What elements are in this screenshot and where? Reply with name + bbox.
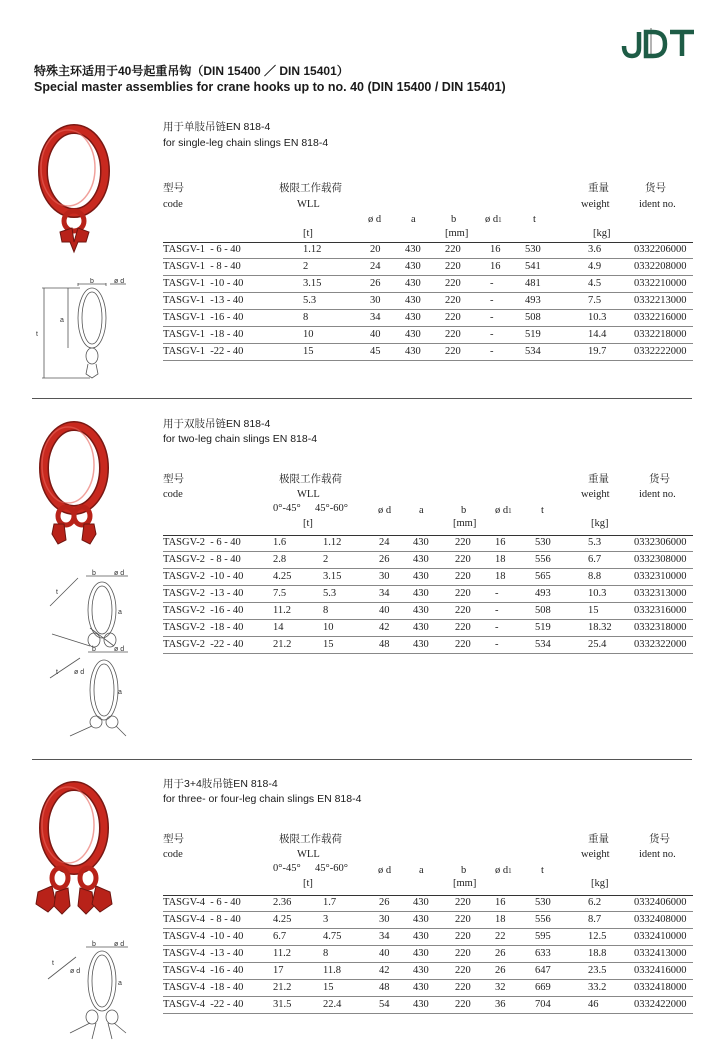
cell-b: 220 (455, 897, 471, 908)
table-row (163, 963, 693, 980)
cell-w1: 2.8 (273, 554, 287, 565)
cell-ident: 0332206000 (634, 244, 687, 255)
cell-a: 430 (405, 244, 421, 255)
cell-w2: 1.12 (323, 537, 342, 548)
cell-wll: 8 (303, 312, 309, 323)
section3-title-cn: 用于3+4肢吊链EN 818-4 (163, 778, 278, 790)
cell-a: 430 (413, 554, 429, 565)
cell-d: 30 (379, 571, 390, 582)
cell-t: 508 (535, 605, 551, 616)
cell-d: 26 (379, 897, 390, 908)
cell-w1: 1.6 (273, 537, 287, 548)
cell-t: 556 (535, 914, 551, 925)
cell-ident: 0332318000 (634, 622, 687, 633)
cell-wll: 2 (303, 261, 309, 272)
svg-text:ø d: ø d (114, 941, 125, 948)
cell-code: TASGV-4 -13 - 40 (163, 948, 244, 959)
cell-w1: 31.5 (273, 999, 292, 1010)
cell-w1: 6.7 (273, 931, 287, 942)
cell-t: 493 (535, 588, 551, 599)
cell-a: 430 (413, 931, 429, 942)
cell-weight: 23.5 (588, 965, 607, 976)
cell-b: 220 (455, 999, 471, 1010)
cell-t: 530 (535, 897, 551, 908)
cell-a: 430 (405, 329, 421, 340)
cell-ident: 0332306000 (634, 537, 687, 548)
cell-d: 24 (370, 261, 381, 272)
cell-code: TASGV-4 -10 - 40 (163, 931, 244, 942)
table-row (163, 980, 693, 997)
table-row (163, 310, 693, 327)
cell-w2: 4.75 (323, 931, 342, 942)
cell-w2: 8 (323, 605, 329, 616)
cell-d1: 26 (495, 965, 506, 976)
cell-code: TASGV-4 - 6 - 40 (163, 897, 241, 908)
svg-text:b: b (92, 646, 96, 653)
cell-d1: - (495, 639, 499, 650)
section2-title-en: for two-leg chain slings EN 818-4 (163, 433, 318, 445)
cell-t: 493 (525, 295, 541, 306)
svg-text:ø d: ø d (114, 570, 125, 577)
cell-t: 565 (535, 571, 551, 582)
cell-d: 34 (370, 312, 381, 323)
cell-a: 430 (413, 965, 429, 976)
svg-text:b: b (92, 941, 96, 948)
table-row (163, 552, 693, 569)
cell-t: 556 (535, 554, 551, 565)
cell-wll: 5.3 (303, 295, 317, 306)
cell-d: 30 (379, 914, 390, 925)
table-row (163, 895, 693, 912)
cell-d: 24 (379, 537, 390, 548)
single-leg-rows (163, 242, 693, 361)
table-row (163, 912, 693, 929)
cell-wll: 3.15 (303, 278, 322, 289)
cell-code: TASGV-1 -16 - 40 (163, 312, 244, 323)
cell-code: TASGV-2 -10 - 40 (163, 571, 244, 582)
cell-weight: 6.7 (588, 554, 602, 565)
cell-b: 220 (455, 605, 471, 616)
cell-d1: - (495, 605, 499, 616)
cell-d: 42 (379, 622, 390, 633)
cell-d: 40 (379, 605, 390, 616)
four-leg-master-link-photo (30, 780, 118, 922)
svg-text:t: t (56, 589, 58, 596)
section1-title-cn: 用于单肢吊链EN 818-4 (163, 121, 271, 133)
table-row (163, 259, 693, 276)
cell-d1: 18 (495, 914, 506, 925)
cell-b: 220 (445, 312, 461, 323)
table-row (163, 344, 693, 361)
table-row (163, 242, 693, 259)
cell-code: TASGV-2 - 8 - 40 (163, 554, 241, 565)
cell-weight: 25.4 (588, 639, 607, 650)
cell-b: 220 (455, 914, 471, 925)
cell-d: 40 (370, 329, 381, 340)
cell-b: 220 (455, 948, 471, 959)
cell-weight: 15 (588, 605, 599, 616)
cell-weight: 46 (588, 999, 599, 1010)
cell-code: TASGV-2 -22 - 40 (163, 639, 244, 650)
cell-a: 430 (413, 999, 429, 1010)
cell-ident: 0332410000 (634, 931, 687, 942)
cell-a: 430 (413, 639, 429, 650)
four-leg-rows (163, 895, 693, 1014)
cell-a: 430 (413, 588, 429, 599)
svg-text:b: b (92, 570, 96, 577)
cell-a: 430 (413, 982, 429, 993)
page-title-cn: 特殊主环适用于40号起重吊钩（DIN 15400 ／ DIN 15401） (34, 64, 349, 78)
svg-text:a: a (118, 609, 122, 616)
single-leg-dimension-drawing (30, 278, 130, 388)
cell-a: 430 (405, 312, 421, 323)
cell-d: 26 (370, 278, 381, 289)
cell-weight: 6.2 (588, 897, 602, 908)
cell-b: 220 (445, 261, 461, 272)
cell-w1: 21.2 (273, 982, 292, 993)
cell-weight: 4.9 (588, 261, 602, 272)
table-row (163, 569, 693, 586)
cell-d: 40 (379, 948, 390, 959)
cell-w2: 10 (323, 622, 334, 633)
cell-d1: 22 (495, 931, 506, 942)
cell-d: 54 (379, 999, 390, 1010)
four-leg-dimension-drawing (30, 935, 130, 1047)
table-header: 型号 code 极限工作载荷 WLL 0°-45° 45°-60° [t] ø d a b ø d1 t [mm] 重量 weight [kg] 货号 ident no. (163, 471, 693, 535)
table-row (163, 637, 693, 654)
cell-t: 530 (525, 244, 541, 255)
section-divider (32, 398, 692, 399)
svg-text:ø d: ø d (74, 669, 85, 676)
cell-code: TASGV-4 -16 - 40 (163, 965, 244, 976)
cell-code: TASGV-1 - 6 - 40 (163, 244, 241, 255)
cell-w2: 15 (323, 982, 334, 993)
cell-w1: 2.36 (273, 897, 292, 908)
svg-text:ø d: ø d (114, 646, 125, 653)
cell-d: 34 (379, 588, 390, 599)
svg-text:t: t (36, 331, 38, 338)
section3-title-en: for three- or four-leg chain slings EN 818-4 (163, 793, 362, 805)
cell-weight: 8.8 (588, 571, 602, 582)
cell-w2: 15 (323, 639, 334, 650)
cell-d: 42 (379, 965, 390, 976)
cell-w1: 11.2 (273, 605, 291, 616)
table-row (163, 327, 693, 344)
cell-a: 430 (413, 897, 429, 908)
table-row (163, 620, 693, 637)
cell-b: 220 (445, 295, 461, 306)
cell-ident: 0332218000 (634, 329, 687, 340)
cell-b: 220 (455, 639, 471, 650)
cell-d1: 32 (495, 982, 506, 993)
section1-title-en: for single-leg chain slings EN 818-4 (163, 137, 329, 149)
cell-weight: 8.7 (588, 914, 602, 925)
cell-ident: 0332316000 (634, 605, 687, 616)
cell-weight: 7.5 (588, 295, 602, 306)
cell-code: TASGV-2 - 6 - 40 (163, 537, 241, 548)
cell-w1: 4.25 (273, 571, 292, 582)
cell-d1: - (495, 588, 499, 599)
cell-d1: - (490, 278, 494, 289)
svg-text:a: a (118, 980, 122, 987)
cell-weight: 3.6 (588, 244, 602, 255)
cell-weight: 19.7 (588, 346, 607, 357)
cell-t: 519 (525, 329, 541, 340)
cell-w2: 22.4 (323, 999, 342, 1010)
cell-t: 669 (535, 982, 551, 993)
cell-d: 26 (379, 554, 390, 565)
cell-d1: - (490, 329, 494, 340)
cell-code: TASGV-1 -10 - 40 (163, 278, 244, 289)
cell-b: 220 (455, 982, 471, 993)
cell-w1: 17 (273, 965, 284, 976)
cell-d1: 18 (495, 571, 506, 582)
cell-d1: 16 (490, 244, 501, 255)
cell-ident: 0332406000 (634, 897, 687, 908)
cell-d1: - (490, 295, 494, 306)
cell-t: 704 (535, 999, 551, 1010)
cell-ident: 0332310000 (634, 571, 687, 582)
cell-wll: 15 (303, 346, 314, 357)
four-leg-table (163, 831, 693, 1014)
cell-w2: 2 (323, 554, 329, 565)
cell-weight: 18.8 (588, 948, 607, 959)
single-leg-master-link-photo (34, 124, 114, 256)
cell-d1: 36 (495, 999, 506, 1010)
cell-ident: 0332422000 (634, 999, 687, 1010)
svg-text:a: a (118, 689, 122, 696)
cell-d1: 16 (495, 537, 506, 548)
svg-text:ø d: ø d (70, 968, 81, 975)
cell-ident: 0332416000 (634, 965, 687, 976)
cell-weight: 12.5 (588, 931, 607, 942)
cell-d1: - (495, 622, 499, 633)
cell-weight: 14.4 (588, 329, 607, 340)
cell-d1: 26 (495, 948, 506, 959)
cell-d: 34 (379, 931, 390, 942)
table-row (163, 946, 693, 963)
svg-text:t: t (52, 960, 54, 967)
table-header: 型号 code 极限工作载荷 WLL 0°-45° 45°-60° [t] ø d a b ø d1 t [mm] 重量 weight [kg] 货号 ident no. (163, 831, 693, 895)
cell-b: 220 (445, 329, 461, 340)
cell-weight: 10.3 (588, 588, 607, 599)
cell-w2: 1.7 (323, 897, 337, 908)
cell-t: 481 (525, 278, 541, 289)
cell-b: 220 (455, 588, 471, 599)
cell-d1: - (490, 312, 494, 323)
svg-text:t: t (56, 669, 58, 676)
cell-ident: 0332408000 (634, 914, 687, 925)
two-leg-dimension-drawing (30, 568, 130, 743)
cell-t: 508 (525, 312, 541, 323)
cell-weight: 4.5 (588, 278, 602, 289)
cell-w2: 3 (323, 914, 329, 925)
cell-a: 430 (413, 571, 429, 582)
cell-weight: 33.2 (588, 982, 607, 993)
section-divider (32, 759, 692, 760)
cell-d1: - (490, 346, 494, 357)
cell-d: 48 (379, 982, 390, 993)
cell-b: 220 (445, 346, 461, 357)
section2-title-cn: 用于双肢吊链EN 818-4 (163, 418, 271, 430)
single-leg-table (163, 180, 693, 361)
cell-a: 430 (413, 622, 429, 633)
cell-a: 430 (413, 537, 429, 548)
cell-w2: 3.15 (323, 571, 342, 582)
cell-b: 220 (455, 965, 471, 976)
cell-ident: 0332208000 (634, 261, 687, 272)
cell-wll: 1.12 (303, 244, 322, 255)
cell-code: TASGV-1 - 8 - 40 (163, 261, 241, 272)
cell-a: 430 (413, 605, 429, 616)
cell-ident: 0332413000 (634, 948, 687, 959)
cell-b: 220 (455, 571, 471, 582)
cell-t: 647 (535, 965, 551, 976)
cell-w1: 21.2 (273, 639, 292, 650)
two-leg-master-link-photo (34, 420, 114, 550)
table-row (163, 586, 693, 603)
cell-t: 541 (525, 261, 541, 272)
cell-d: 48 (379, 639, 390, 650)
cell-code: TASGV-2 -18 - 40 (163, 622, 244, 633)
cell-weight: 10.3 (588, 312, 607, 323)
cell-code: TASGV-2 -16 - 40 (163, 605, 244, 616)
two-leg-table (163, 471, 693, 654)
cell-b: 220 (445, 278, 461, 289)
cell-t: 530 (535, 537, 551, 548)
cell-a: 430 (405, 278, 421, 289)
cell-a: 430 (405, 346, 421, 357)
cell-b: 220 (455, 554, 471, 565)
cell-b: 220 (455, 931, 471, 942)
cell-ident: 0332222000 (634, 346, 687, 357)
svg-text:a: a (60, 317, 64, 324)
svg-text:b: b (90, 278, 94, 285)
cell-d1: 18 (495, 554, 506, 565)
cell-ident: 0332313000 (634, 588, 687, 599)
cell-ident: 0332210000 (634, 278, 687, 289)
cell-ident: 0332322000 (634, 639, 687, 650)
cell-code: TASGV-1 -22 - 40 (163, 346, 244, 357)
cell-w1: 14 (273, 622, 284, 633)
cell-code: TASGV-4 -18 - 40 (163, 982, 244, 993)
table-row (163, 997, 693, 1014)
cell-ident: 0332418000 (634, 982, 687, 993)
cell-code: TASGV-2 -13 - 40 (163, 588, 244, 599)
cell-ident: 0332216000 (634, 312, 687, 323)
cell-weight: 5.3 (588, 537, 602, 548)
table-row (163, 293, 693, 310)
table-row (163, 603, 693, 620)
cell-d: 30 (370, 295, 381, 306)
cell-code: TASGV-4 -22 - 40 (163, 999, 244, 1010)
cell-b: 220 (455, 537, 471, 548)
cell-w1: 4.25 (273, 914, 292, 925)
cell-a: 430 (405, 261, 421, 272)
cell-weight: 18.32 (588, 622, 612, 633)
cell-t: 519 (535, 622, 551, 633)
cell-w2: 11.8 (323, 965, 341, 976)
table-row (163, 535, 693, 552)
cell-d1: 16 (495, 897, 506, 908)
cell-d: 20 (370, 244, 381, 255)
cell-b: 220 (445, 244, 461, 255)
cell-b: 220 (455, 622, 471, 633)
page-title-en: Special master assemblies for crane hooks up to no. 40 (DIN 15400 / DIN 15401) (34, 80, 506, 94)
table-row (163, 929, 693, 946)
table-row (163, 276, 693, 293)
cell-code: TASGV-4 - 8 - 40 (163, 914, 241, 925)
cell-t: 633 (535, 948, 551, 959)
cell-w2: 8 (323, 948, 329, 959)
cell-t: 595 (535, 931, 551, 942)
cell-ident: 0332213000 (634, 295, 687, 306)
cell-d: 45 (370, 346, 381, 357)
cell-w2: 5.3 (323, 588, 337, 599)
cell-ident: 0332308000 (634, 554, 687, 565)
table-header: 型号 code 极限工作载荷 WLL [t] ø d a b ø d1 t [mm] 重量 weight [kg] 货号 ident no. (163, 180, 693, 242)
cell-d1: 16 (490, 261, 501, 272)
jdt-logo (620, 24, 696, 60)
cell-a: 430 (405, 295, 421, 306)
two-leg-rows (163, 535, 693, 654)
svg-text:ø d: ø d (114, 278, 125, 285)
cell-w1: 7.5 (273, 588, 287, 599)
cell-t: 534 (535, 639, 551, 650)
cell-a: 430 (413, 914, 429, 925)
cell-a: 430 (413, 948, 429, 959)
cell-code: TASGV-1 -13 - 40 (163, 295, 244, 306)
cell-wll: 10 (303, 329, 314, 340)
cell-t: 534 (525, 346, 541, 357)
cell-code: TASGV-1 -18 - 40 (163, 329, 244, 340)
cell-w1: 11.2 (273, 948, 291, 959)
